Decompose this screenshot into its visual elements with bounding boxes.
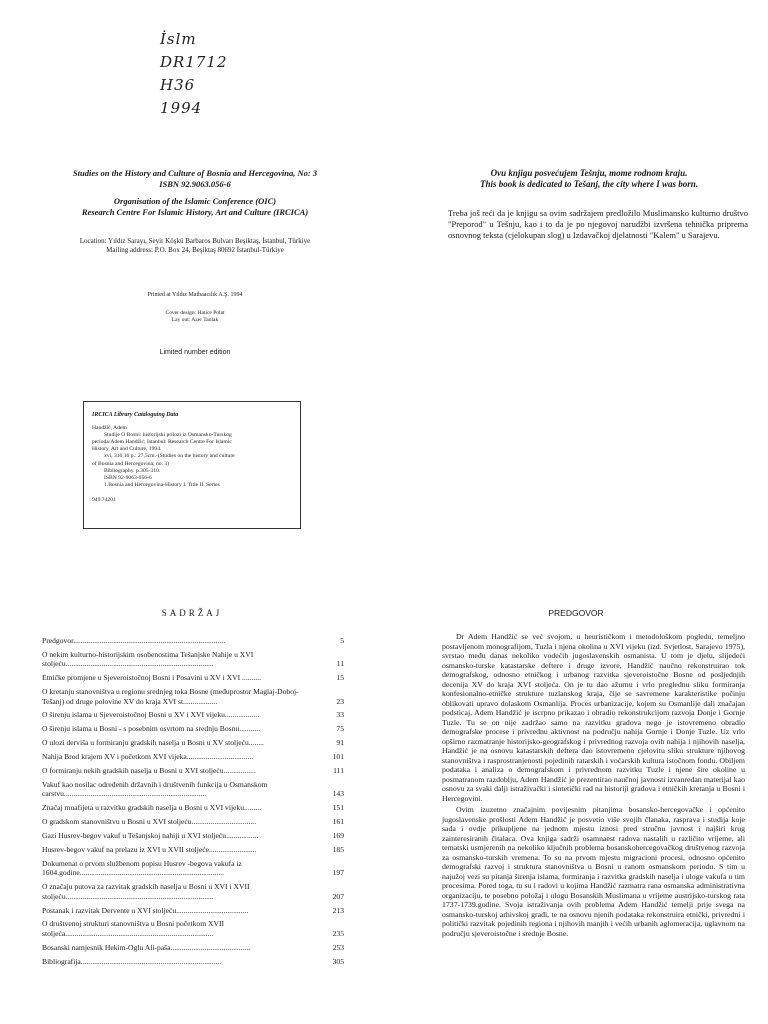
contents-entry <box>42 724 344 733</box>
contents-entry-page: 111 <box>333 766 344 776</box>
preface-paragraph: Ovim izuzetno značajnim povijesnim pitanjima bosansko-hercegovačke i općenito jugoslavenske prošlosti Adem Handžić je posvetio više svojih članaka, rasprava i studija koje sada i ovdje prikupljene na jednom mjestu iznosi pred stručnu javnost i najširi krug zainteresiranih čitalaca. Ova knjiga sadrži osamnaest radova nastalih u različito vrijeme, ali tematski usmjerenih na nekoliko ključnih problema bosanskohercegovačkog društvenog razvoja za osmansko-turskih vremena. To su na prvom mjestu migracioni procesi, odnosno općenito demografski razvoj i struktura stanovništva u Bosni u ranom osmanskom periodu. S tim u najužoj vezi su pitanja širenja islama, formiranja i razvitka gradskih naselja i uloge vakufa u tim procesima. Pored toga, tu su i radovi u kojima Handžić razmatra rana osmanska administrativna organizaciju, te posebno položaj i ulogu Bosanskih Muslimana u vrijeme austrijsko-turskog rata 1737-1739.godine. Svoja istraživanja ovih problema Adem Handžić temelji prije svega na osmansko-turskoj arhivskoj građi, te na osnovu njenih podataka rekonstruira etnički, privredni i politički razvitak pojedinih regiona i njihovih manjih i većih urbanih aglomeracija, uglavnom na području sjeveroistočne i srednje Bosne. <box>442 805 745 938</box>
contents-entry-title: O gradskom stanovništvu u Bosni u XVI stoljeću.................................. <box>42 817 257 827</box>
contents-entry-title: Dokumenat o prvom službenom popisu Husrev -begova vakufa iz 1604.godine............................................................................ <box>42 858 242 878</box>
contents-entry-title: O nekim kulturno-historijskim osobenostima Tešanjske Nahije u XVI stoljeću.............................................................................. <box>42 649 254 669</box>
contents-entry <box>42 845 344 854</box>
contents-entry-page: 101 <box>332 752 344 762</box>
contents-entry-page: 213 <box>332 905 344 915</box>
contents-entry-page: 33 <box>336 710 344 720</box>
contents-entry-page: 11 <box>336 659 344 669</box>
contents-entry-title: O značaju putova za razvitak gradskih naselja u Bosni u XVI i XVII stoljeću.............................................................................. <box>42 882 250 901</box>
contents-entry <box>42 919 344 938</box>
contents-entry-title: O formiranju nekih gradskih naselja u Bosni u XVI stoljeću................. <box>42 766 256 776</box>
credits-block <box>40 310 350 324</box>
contents-entry <box>42 803 344 812</box>
handwritten-call-number <box>160 28 228 120</box>
contents-heading: SADRŽAJ <box>161 608 223 618</box>
preface-text <box>442 632 745 938</box>
contents-list <box>42 636 344 971</box>
contents-entry-page: 253 <box>332 942 344 952</box>
contents-page <box>0 590 384 1024</box>
mailing-address: Mailing address: P.O. Box 24, Beşiktaş 80692 İstanbul-Türkiye <box>106 246 284 254</box>
contents-entry-title: Etničke promjene u Sjeveroistočnoj Bosni i Posavini u XV i XVI .......... <box>42 673 262 683</box>
contents-entry-page: 305 <box>332 956 344 966</box>
contents-entry-title: O kretanju stanovništva u regionu srednjeg toka Bosne (međuprostor Maglaj-Doboj-Tešanj) od druge polovine XV do kraja XVI st.................. <box>42 687 299 706</box>
contents-entry-title: Predgovor................................................................................ <box>42 636 226 645</box>
contents-entry <box>42 710 344 719</box>
dedication-page <box>384 0 768 590</box>
imprint-page <box>0 0 384 590</box>
cataloguing-line: of Bosnia and Hercegovina; no. 3) <box>92 460 170 467</box>
cataloguing-line: Handžić, Adem <box>92 425 127 432</box>
contents-entry-page: 143 <box>332 789 344 799</box>
contents-entry <box>42 780 344 799</box>
contents-entry-page: 169 <box>332 831 344 841</box>
series-title: Studies on the History and Culture of Bosnia and Hercegovina, No: 3 <box>72 168 318 178</box>
contents-entry-title: O društvenoj strukturi stanovništva u Bosni početkom XVII stoljeća.............................................................................. <box>42 919 225 938</box>
contents-entry <box>42 817 344 826</box>
contents-entry-title: Vakuf kao nosilac određenih državnih i društvenih funkcija u Osmanskom carstvu........................................................................... <box>42 779 268 799</box>
contents-entry <box>42 650 344 669</box>
cataloguing-line: perioda/Adem Handžić; Istanbul: Research Centre For Islamic <box>92 439 232 446</box>
contents-entry <box>42 738 344 747</box>
contents-entry-page: 5 <box>340 636 344 645</box>
handwriting-line: 1994 <box>160 99 203 117</box>
contents-entry <box>42 636 344 645</box>
handwriting-line: DR1712 <box>160 53 228 71</box>
limited-edition-note: Limited number edition <box>159 349 231 356</box>
cataloguing-line: 1.Bosnia and Hercegovina-History I. Title II. Series <box>104 481 220 488</box>
cataloguing-line: Bibliography. p.305-310. <box>104 467 161 474</box>
contents-entry <box>42 831 344 840</box>
contents-entry <box>42 957 344 966</box>
contents-entry-page: 197 <box>332 868 344 878</box>
contents-entry-title: Bibliografija.......................................................................... <box>42 956 222 966</box>
contents-entry-page: 15 <box>336 673 344 683</box>
contents-entry <box>42 859 344 878</box>
cataloguing-line: ISBN 92-9063-056-6 <box>104 474 152 481</box>
contents-entry-page: 161 <box>332 817 344 827</box>
preface-page <box>384 590 768 1024</box>
printed-at: Printed at Yıldız Matbaacılık A.Ş. 1994 <box>147 292 243 298</box>
cataloguing-line: Studije O Bosni: historijski prilozi iz Osmansko-Turskog <box>104 432 232 439</box>
contents-entry-page: 151 <box>332 803 344 813</box>
contents-entry <box>42 766 344 775</box>
contents-entry <box>42 673 344 682</box>
organisation-block <box>40 196 350 218</box>
contents-entry-title: Nahija Brod krajem XV i početkom XVI vijeka................................... <box>42 752 254 762</box>
contents-entry-title: O ulozi derviša u formiranju gradskih naselja u Bosni u XV stoljeću........ <box>42 738 264 748</box>
contents-entry-page: 235 <box>332 928 344 938</box>
contents-entry-title: O širenju islama u Bosni - s posebnim osvrtom na srednju Bosnu........... <box>42 724 261 734</box>
cover-design-credit: Cover design: Hatice Polat <box>165 310 225 316</box>
contents-entry-page: 91 <box>336 738 344 748</box>
contents-entry-title: O širenju islama u Sjeveroistočnoj Bosni u XV i XVI vijeku.................. <box>42 710 260 720</box>
contents-entry <box>42 752 344 761</box>
intro-paragraph: Treba još reći da je knjigu sa ovim sadržajem predložilo Muslimansko kulturno društvo "Preporod" u Tešnju, kao i to da je po njegovoj narudžbi izvršena tehnička priprema osnovnog teksta (cjelokupan slog) u Izdavačkoj djelatnosti "Kalem" u Sarajevu. <box>448 208 748 240</box>
contents-entry-title: Značaj muafijeta u razvitku gradskih naselja u Bosni u XVI vijeku......... <box>42 803 262 813</box>
dedication <box>424 168 754 190</box>
cataloguing-title: IRCICA Library Cataloguing Data <box>92 412 179 418</box>
preface-heading: PREDGOVOR <box>548 608 604 618</box>
contents-entry-page: 207 <box>332 891 344 901</box>
layout-credit: Lay out: Azer Tanlak <box>171 317 219 323</box>
contents-entry <box>42 943 344 952</box>
location-address: Location: Yıldız Sarayı, Seyir Köşkü Barbaros Bulvarı Beşiktaş, İstanbul, Türkiye <box>79 237 311 245</box>
address-block <box>20 237 370 255</box>
organisation-name: Organisation of the Islamic Conference (OIC) <box>113 196 277 206</box>
preface-paragraph: Dr Adem Handžić se već svojom, u heurističkom i metodološkom pogledu, temeljno postavljenom monografijom, Tuzla i njena okolina u XVI vijeku (izd. Svjetlost, Sarajevo 1975), svrstao među danas nekoliko vodećih jugoslavenskih osmanista. U tom je djelu, slijedeći osmansko-turske katastarske deftere i druge izvore, Handžić naučno rekonstruirao tok demografskog, odnosno etničkog i urbanog razvitka sjeveroistočne Bosne od posljednjih decenija XV do kraja XVI stoljeća. On je tu dao ažurnu i vrlo preglednu sliku formiranja konfesionalno-etničke strukture tuzlanskog kraja, čije se savremene karakteristike počinju oblikovati upravo dolaskom Osmanlija. Proces urbanizacije, kojem su Osmanlije dali značajan podsticaj, Adem Handžić je iscrpno prikazao i obradio rekonstrukcijom razvoja Donje i Gornje Tuzle. Tu se on nije zadržao samo na razvitku gradova nego je istovremeno obradio demografske procese i privrednu aktivnost na području nahija Gornje i Donje Tuzle. Uz vrlo opširno razmatranje historijsko-geografskog i privrednog razvoja ovih nahija i njihovih naselja, Handžić je na osnovu katastarskih deftera dao istovremeno cjelovitu sliku strukture njihovog stanovništva i rasprostranjenosti pojedinih ratarskih i voćarskih kultura istočnom fondu. Obiljem podataka i analiza o demografskom i privrednom razvitku Tuzle i njene šire okoline u posmatranom razdoblju, Adem Handžić je prezentirao naučnoj javnosti izvanredan materijal kao osnovu za svaki dalji istraživački i sintetički rad na historiji gradova i etničkih kretanja u Bosni i Hercegovini. <box>442 632 745 803</box>
contents-entry-page: 75 <box>336 724 344 734</box>
isbn: ISBN 92.9063.056-6 <box>159 179 231 189</box>
cataloguing-line: History, Art and Culture, 1994. <box>92 446 162 453</box>
series-block <box>40 168 350 190</box>
contents-entry <box>42 687 344 706</box>
cataloguing-data-box <box>83 401 301 529</box>
handwriting-line: H36 <box>160 76 196 94</box>
contents-entry <box>42 906 344 915</box>
contents-entry-title: Bosanski namjesnik Hekim-Oglu Ali-paša.......................................... <box>42 942 251 952</box>
cataloguing-line: xvi, 310,16 p.: 27,5cm.-(Studies on the history and culture <box>104 453 235 460</box>
research-centre-name: Research Centre For Islamic History, Art and Culture (IRCICA) <box>81 207 309 217</box>
classification-number: 949.74201 <box>92 496 116 503</box>
dedication-bosnian: Ovu knjigu posvećujem Tešnju, mome rodnom kraju. <box>490 168 688 178</box>
handwriting-line: İslm <box>160 30 197 48</box>
dedication-english: This book is dedicated to Tešanj, the city where I was born. <box>480 179 698 189</box>
contents-entry-title: Husrev-begov vakuf na prelazu iz XVI u XVII stoljeće......................... <box>42 845 257 854</box>
contents-entry-page: 23 <box>336 696 344 706</box>
contents-entry-title: Postanak i razvitak Dervente u XVI stoljeću...................................... <box>42 905 249 915</box>
contents-entry-page: 185 <box>332 845 344 854</box>
contents-entry <box>42 882 344 901</box>
contents-entry-title: Gazi Husrev-begov vakuf u Tešanjskoj nahiji u XVI stoljeću................. <box>42 831 259 841</box>
